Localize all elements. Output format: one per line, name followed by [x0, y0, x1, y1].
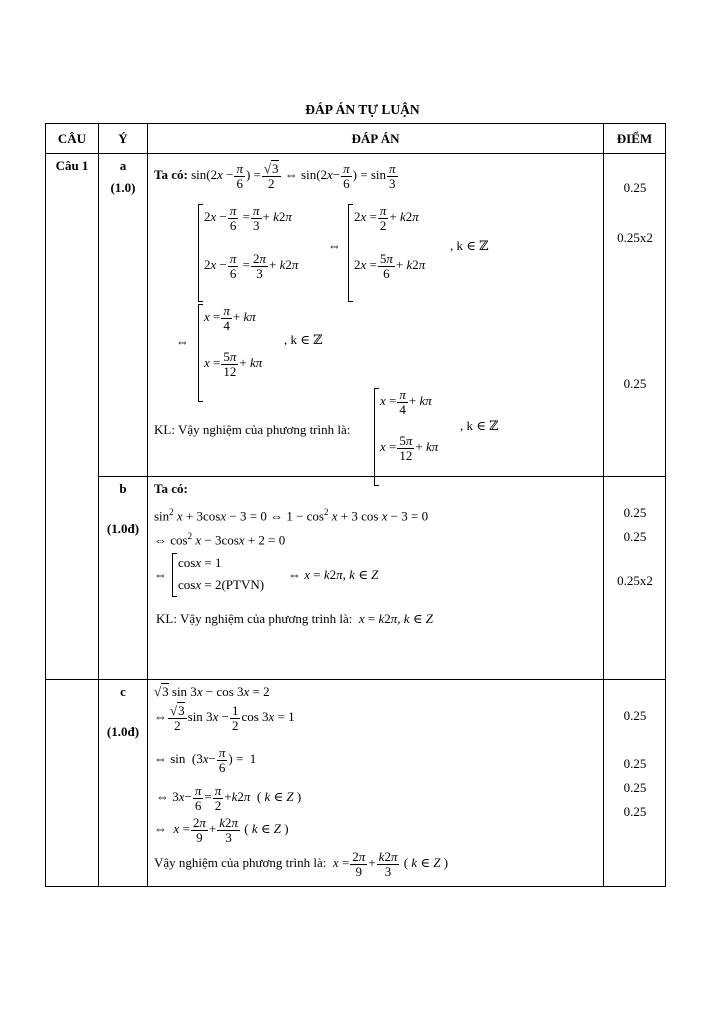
part-c-answer: √3 sin 3x − cos 3x = 2 ⇔ $\frac{√3}{2}$ sin 3x − $\frac{1}{2}$ cos 3x = 1 ⇔ sin (3x− $\frac{\pi}{6}$ ) = 1 ⇔ 3x− $\frac{\pi}{6}$ = $\frac{\pi}{2}$ +k2π ( k ∈ Z ) ⇔ x = $\frac{2\pi}{9}$ + $\frac{k2\pi}{3}$ ( k ∈ Z ) Vậy nghiệm của phương trình là: x = $\frac{2\pi}{9}$ + $\frac{k2\pi}{3}$ ( k ∈ Z )	[148, 680, 604, 887]
part-a-letter: a	[119, 158, 127, 173]
part-a-set-3: , k ∈ ℤ	[460, 418, 499, 433]
part-a-cell	[99, 154, 148, 477]
part-c-points: (1.0đ)	[106, 724, 140, 739]
header-dap-an: ĐÁP ÁN	[148, 124, 604, 154]
score: 0.25	[623, 180, 647, 195]
part-b-conclusion: KL: Vậy nghiệm của phương trình là:	[156, 611, 353, 626]
part-c-letter: c	[120, 684, 126, 699]
empty-question-cell	[46, 680, 99, 887]
part-a-points: (1.0)	[110, 180, 136, 195]
part-b-answer: Ta có: $\sin^2 x + 3\cos x - 3 = 0$ ⇔ $1 - \cos^2 x + 3$ cos x − 3 = 0 ⇔ $\cos^2 x - 3\cos x + 2 = 0$ ⇔ cosx = 1 cosx = 2(PTVN) ⇔ x = k2π, k ∈ Z KL: Vậy nghiệm của phương trình là: x = k2π, k ∈ Z	[148, 477, 604, 680]
question-label-cell	[46, 154, 99, 680]
score: 0.25	[623, 505, 647, 520]
part-a-intro: Ta có:	[154, 167, 188, 183]
header-cau: CÂU	[46, 124, 99, 154]
question-label: Câu 1	[55, 158, 89, 173]
table-row	[46, 680, 666, 887]
header-y: Ý	[99, 124, 148, 154]
part-a-set-1: , k ∈ ℤ	[450, 238, 489, 253]
table-row	[46, 154, 666, 477]
header-diem: ĐIỂM	[604, 124, 666, 154]
score: 0.25	[623, 708, 647, 723]
part-b-intro: Ta có:	[154, 481, 188, 496]
part-b-scores	[604, 477, 666, 680]
part-c-cell	[99, 680, 148, 887]
score: 0.25	[623, 529, 647, 544]
part-a-conclusion: KL: Vậy nghiệm của phương trình là:	[154, 422, 351, 437]
score: 0.25x2	[617, 230, 653, 245]
table-header-row	[46, 124, 666, 154]
part-b-points: (1.0đ)	[106, 521, 140, 536]
answer-table	[45, 123, 666, 887]
part-a-answer: Ta có: sin(2x − $\frac{\pi}{6}$ ) = $\frac{√3}{2}$ ⇔ sin(2x− $\frac{\pi}{6}$ ) = sin $\frac{\pi}{3}$ 2x − $\frac{\pi}{6}$ = $\frac{\pi}{3}$ + k2π 2x − $\frac{\pi}{6}$ = $\frac{2\pi}{3}$ + k2π ⇔ 2x = $\frac{\pi}{2}$ + k2π 2x = $\frac{5\pi}{6}$ + k2π , k ∈ ℤ ⇔ x = $\frac{\pi}{4}$ + kπ x = $\frac{5\pi}{12}$ + kπ , k ∈ ℤ KL: Vậy nghiệm của phương trình là: x = $\frac{\pi}{4}$ + kπ x = $\frac{5\pi}{12}$ + kπ , k ∈ ℤ	[148, 154, 604, 477]
part-b-letter: b	[119, 481, 127, 496]
score: 0.25	[623, 780, 647, 795]
table-row	[46, 477, 666, 680]
score: 0.25	[623, 756, 647, 771]
part-b-cell	[99, 477, 148, 680]
part-c-conclusion: Vậy nghiệm của phương trình là:	[154, 855, 327, 871]
ptvn-label: (PTVN)	[221, 577, 265, 592]
page-title: ĐÁP ÁN TỰ LUẬN	[305, 102, 420, 117]
score: 0.25	[623, 804, 647, 819]
part-a-scores	[604, 154, 666, 477]
score: 0.25x2	[617, 573, 653, 588]
score: 0.25	[623, 376, 647, 391]
part-c-scores	[604, 680, 666, 887]
part-a-set-2: , k ∈ ℤ	[284, 332, 323, 347]
